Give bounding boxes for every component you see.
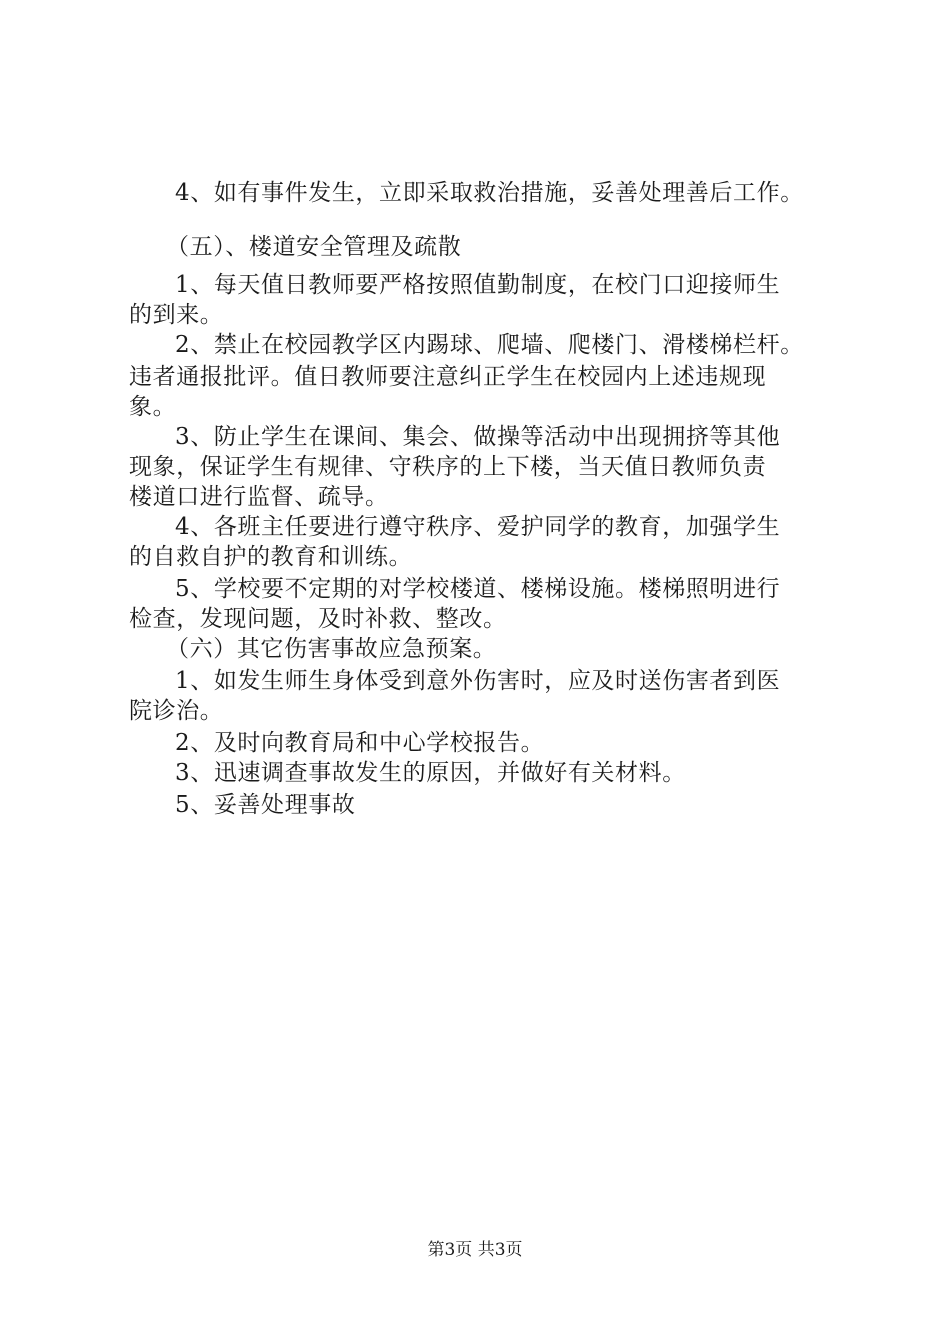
paragraph-line: 1、每天值日教师要严格按照值勤制度，在校门口迎接师生 <box>175 272 781 298</box>
section-heading: （六）其它伤害事故应急预案。 <box>166 636 497 662</box>
page-number-footer: 第3页 共3页 <box>427 1240 523 1260</box>
paragraph-line: 4、如有事件发生，立即采取救治措施，妥善处理善后工作。 <box>175 180 804 206</box>
paragraph-line: 现象，保证学生有规律、守秩序的上下楼，当天值日教师负责 <box>129 454 767 480</box>
paragraph-line: 2、禁止在校园教学区内踢球、爬墙、爬楼门、滑楼梯栏杆。 <box>175 332 804 358</box>
paragraph-line: 象。 <box>129 394 177 420</box>
paragraph-line: 违者通报批评。值日教师要注意纠正学生在校园内上述违规现 <box>129 364 767 390</box>
paragraph-line: 的到来。 <box>129 302 224 328</box>
section-heading: （五）、楼道安全管理及疏散 <box>166 234 462 260</box>
paragraph-line: 4、各班主任要进行遵守秩序、爱护同学的教育，加强学生 <box>175 514 781 540</box>
paragraph-line: 检查，发现问题，及时补救、整改。 <box>129 606 507 632</box>
paragraph-line: 3、防止学生在课间、集会、做操等活动中出现拥挤等其他 <box>175 424 781 450</box>
paragraph-line: 1、如发生师生身体受到意外伤害时，应及时送伤害者到医 <box>175 668 781 694</box>
paragraph-line: 2、及时向教育局和中心学校报告。 <box>175 730 545 756</box>
paragraph-line: 3、迅速调查事故发生的原因，并做好有关材料。 <box>175 760 686 786</box>
paragraph-line: 楼道口进行监督、疏导。 <box>129 484 389 510</box>
paragraph-line: 院诊治。 <box>129 698 224 724</box>
paragraph-line: 5、学校要不定期的对学校楼道、楼梯设施。楼梯照明进行 <box>175 576 781 602</box>
paragraph-line: 的自救自护的教育和训练。 <box>129 544 413 570</box>
paragraph-line: 5、妥善处理事故 <box>175 792 356 818</box>
